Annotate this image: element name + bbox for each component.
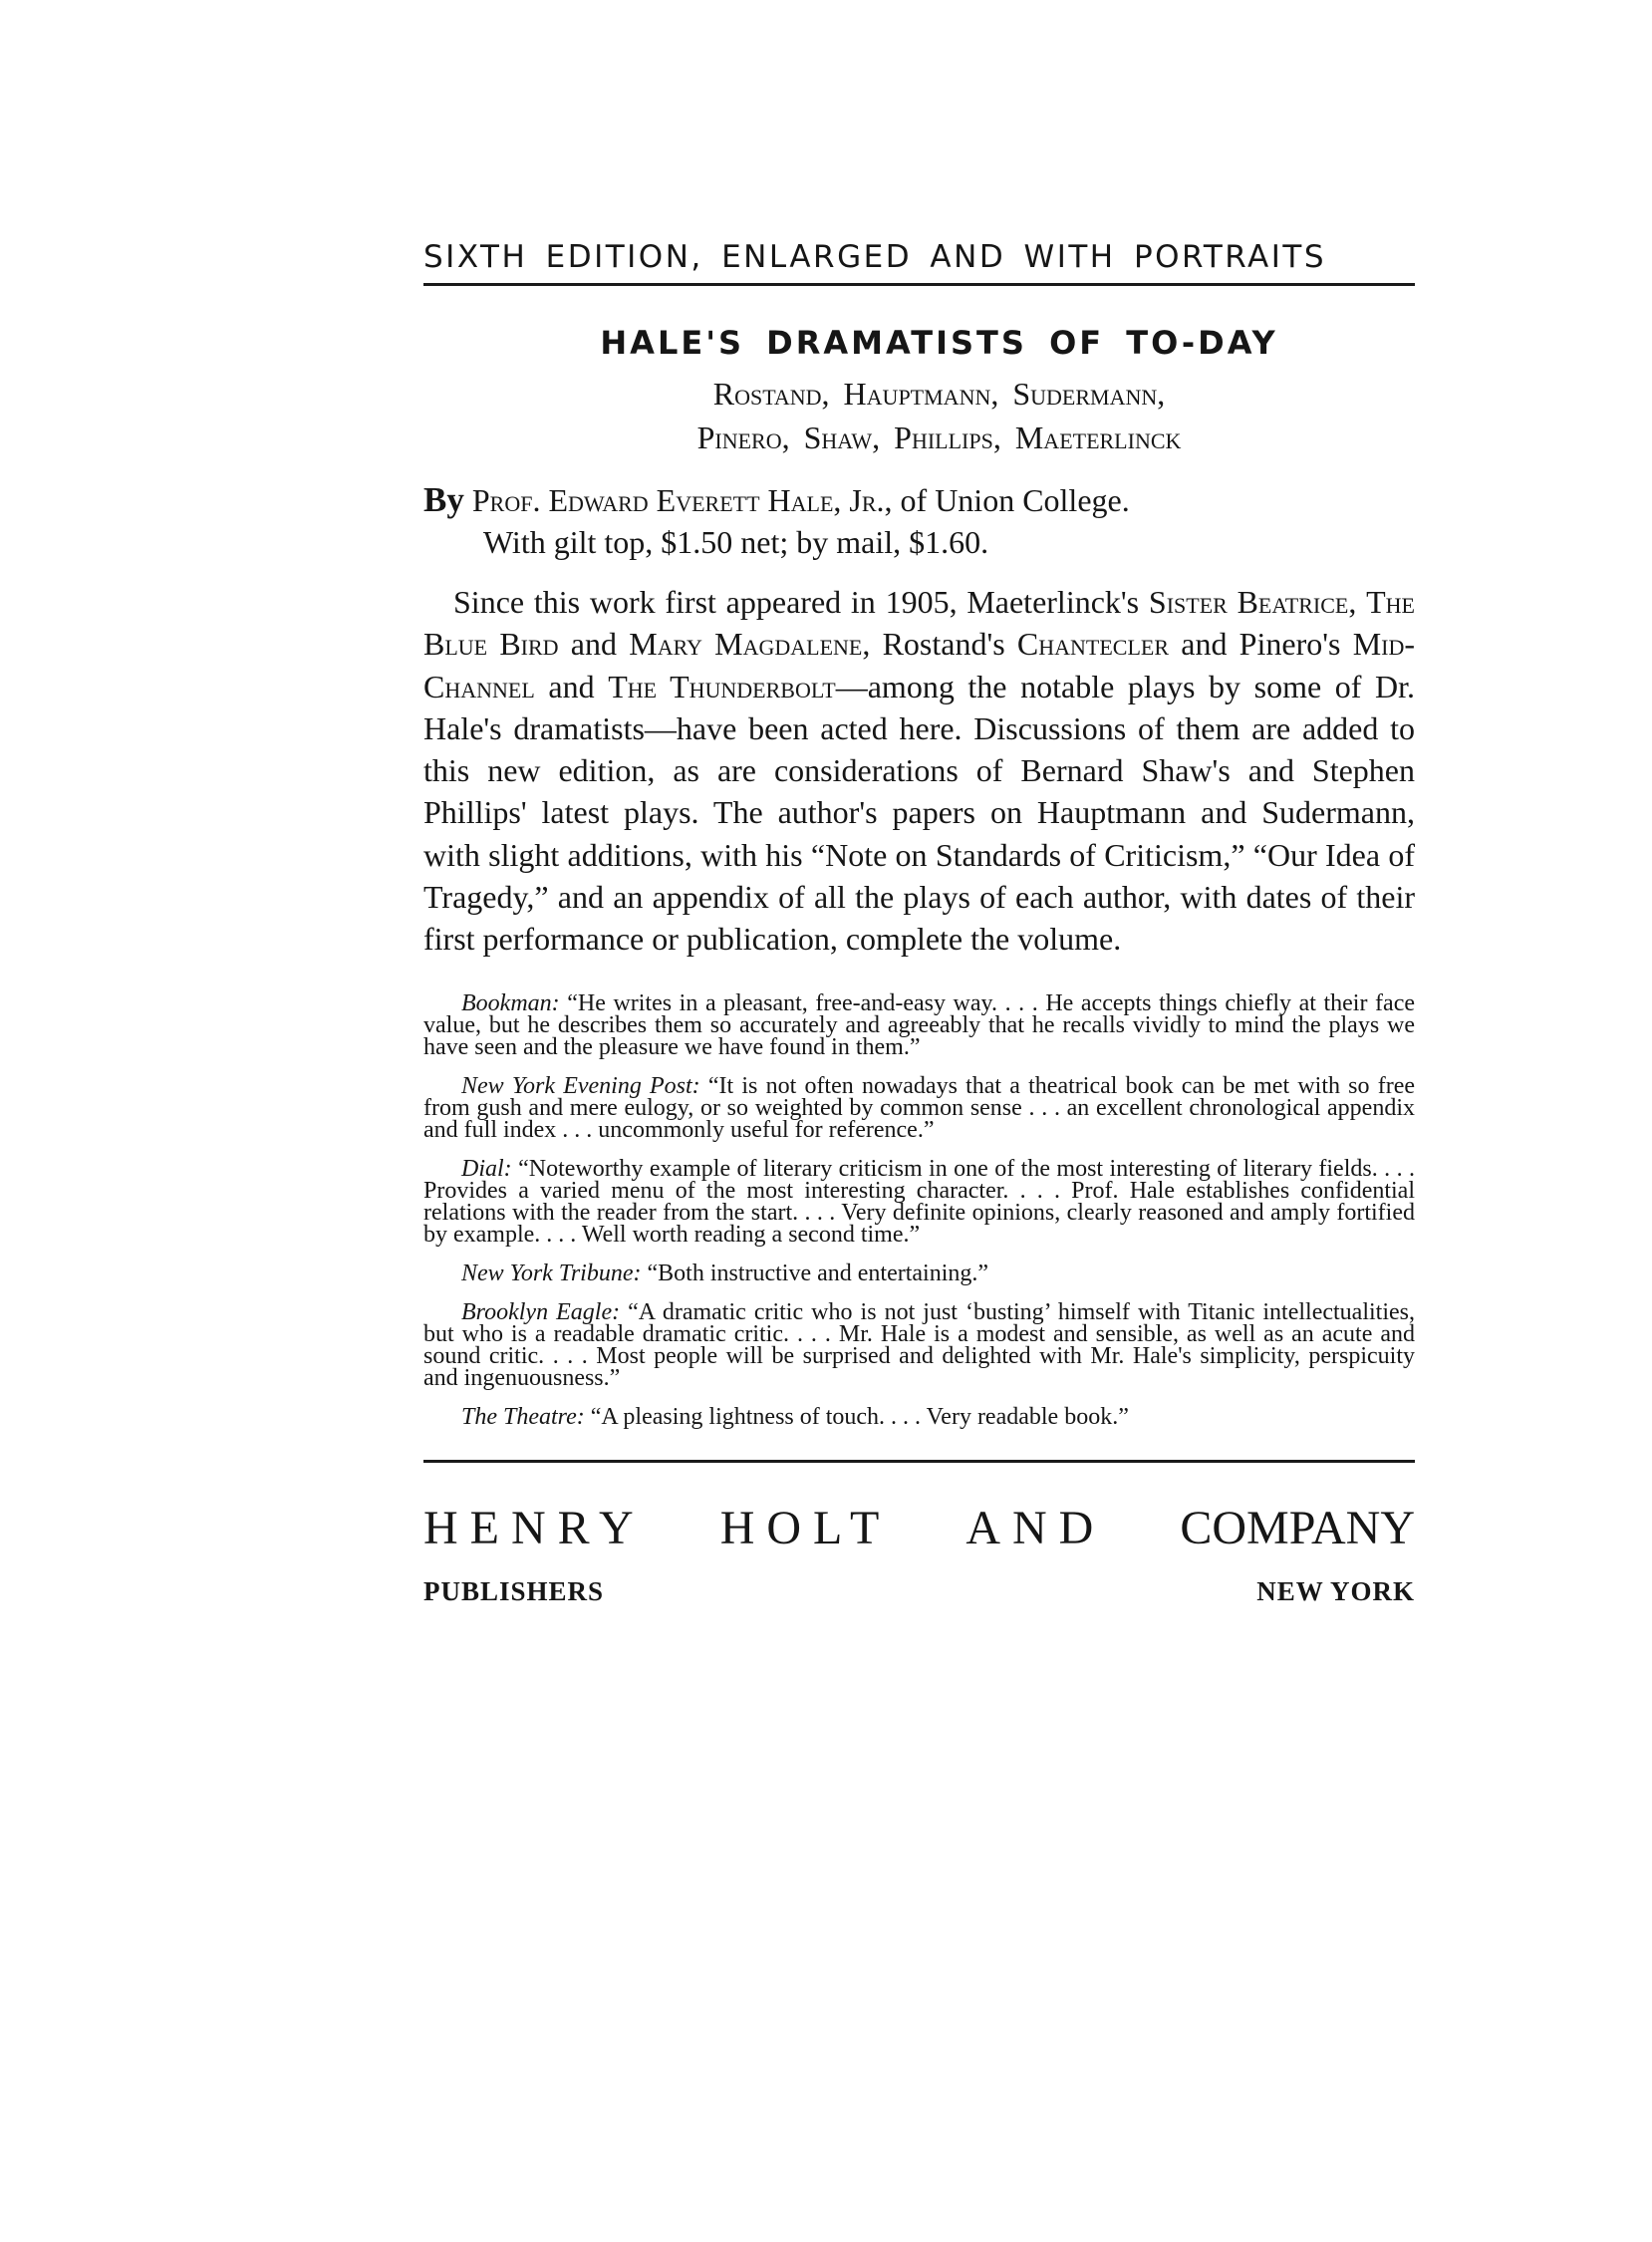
edition-heading: SIXTH EDITION, ENLARGED AND WITH PORTRAITS: [423, 239, 1327, 275]
review-source: Brooklyn Eagle:: [461, 1298, 621, 1325]
description-text-4: , Rostand's: [862, 626, 1017, 663]
review-source: Dial:: [461, 1155, 512, 1182]
advertisement-page: [423, 235, 1415, 1607]
review-brooklyn-eagle: [423, 1298, 1415, 1391]
review-bookman: [423, 989, 1415, 1060]
publisher-word: HOLT: [719, 1501, 892, 1554]
play-title-thunderbolt: The Thunderbolt: [608, 668, 836, 704]
play-title-blue-bird: The Blue Bird: [423, 584, 1415, 663]
price-line: With gilt top, $1.50 net; by mail, $1.60.: [483, 524, 989, 560]
review-source: New York Evening Post:: [461, 1072, 700, 1099]
description-text-2: ,: [1348, 584, 1367, 620]
review-quote: “Both instructive and entertaining.”: [641, 1260, 989, 1286]
publisher-footer: [423, 1576, 1415, 1607]
press-reviews: [423, 989, 1415, 1430]
review-source: Bookman:: [461, 989, 560, 1016]
dramatists-line-2: Pinero, Shaw, Phillips, Maeterlinck: [696, 420, 1182, 455]
review-quote: “Noteworthy example of literary criticism in one of the most interesting of literary fields. . . . Provides a varied menu of the most interesting character. . . . Prof. Hale establishes confidential relations with the reader from the start. . . . Very definite opinions, clearly reasoned and amply fortified by example. . . . Well worth reading a second time.”: [423, 1155, 1415, 1248]
publisher-word: COMPANY: [1180, 1501, 1415, 1554]
book-title: HALE'S DRAMATISTS OF TO-DAY: [600, 324, 1278, 362]
description-text-3: and: [558, 626, 630, 663]
review-quote: “He writes in a pleasant, free-and-easy way. . . . He accepts things chiefly at their face value, but he describes them so accurately and agreeably that he recalls vividly to mind the plays we have seen and the pleasure we have found in them.”: [423, 989, 1415, 1060]
description-text-1: Since this work first appeared in 1905, Maeterlinck's: [453, 584, 1149, 620]
description-text-5: and Pinero's: [1169, 626, 1353, 663]
publisher-word: AND: [965, 1501, 1106, 1554]
review-source: New York Tribune:: [461, 1260, 642, 1286]
author-college: , of Union College.: [884, 482, 1130, 518]
review-tribune: [423, 1262, 1415, 1284]
review-theatre: [423, 1403, 1415, 1430]
byline-by: By: [423, 480, 464, 519]
play-title-chantecler: Chantecler: [1016, 626, 1170, 663]
publisher-city: NEW YORK: [1256, 1575, 1415, 1606]
review-quote: “It is not often nowadays that a theatrical book can be met with so free from gush and mere eulogy, or so weighted by common sense . . . an excellent chronological appendix and full index . . . uncommonly useful for reference.”: [423, 1072, 1415, 1143]
dramatists-list: [423, 372, 1415, 459]
publishers-label: PUBLISHERS: [423, 1575, 605, 1606]
author-name: Prof. Edward Everett Hale, Jr.: [471, 482, 885, 518]
description-text-6: and: [534, 668, 609, 704]
top-rule: [423, 283, 1415, 286]
review-quote: “A dramatic critic who is not just ‘busting’ himself with Titanic intellectualities, but who is a readable dramatic critic. . . . Mr. Hale is a modest and sensible, as well as an acute and sound critic. . . . Most people will be surprised and delighted with Mr. Hale's simplicity, perspicuity and ingenuousness.”: [423, 1298, 1415, 1391]
byline: [423, 479, 1415, 563]
bottom-rule: [423, 1460, 1415, 1463]
description-paragraph: [423, 581, 1415, 961]
publisher-name: [423, 1503, 1415, 1554]
review-quote: “A pleasing lightness of touch. . . . Very readable book.”: [584, 1403, 1129, 1430]
publisher-word: HENRY: [423, 1501, 646, 1554]
review-source: The Theatre:: [461, 1403, 585, 1430]
dramatists-line-1: Rostand, Hauptmann, Sudermann,: [712, 376, 1166, 412]
description-text-7: —among the notable plays by some of Dr. Hale's dramatists—have been acted here. Discussions of them are added to this new edition, as are considerations of Bernard Shaw's and Stephen Phillips' latest plays. The author's papers on Hauptmann and Sudermann, with slight additions, with his “Note on Standards of Criticism,” “Our Idea of Tragedy,” and an appendix of all the plays of each author, with dates of their first performance or publication, complete the volume.: [423, 668, 1416, 958]
play-title-sister-beatrice: Sister Beatrice: [1148, 584, 1349, 620]
review-evening-post: [423, 1072, 1415, 1143]
review-dial: [423, 1155, 1415, 1248]
play-title-mid-channel: Mid-Channel: [423, 626, 1416, 704]
play-title-mary-magdalene: Mary Magdalene: [629, 626, 863, 663]
